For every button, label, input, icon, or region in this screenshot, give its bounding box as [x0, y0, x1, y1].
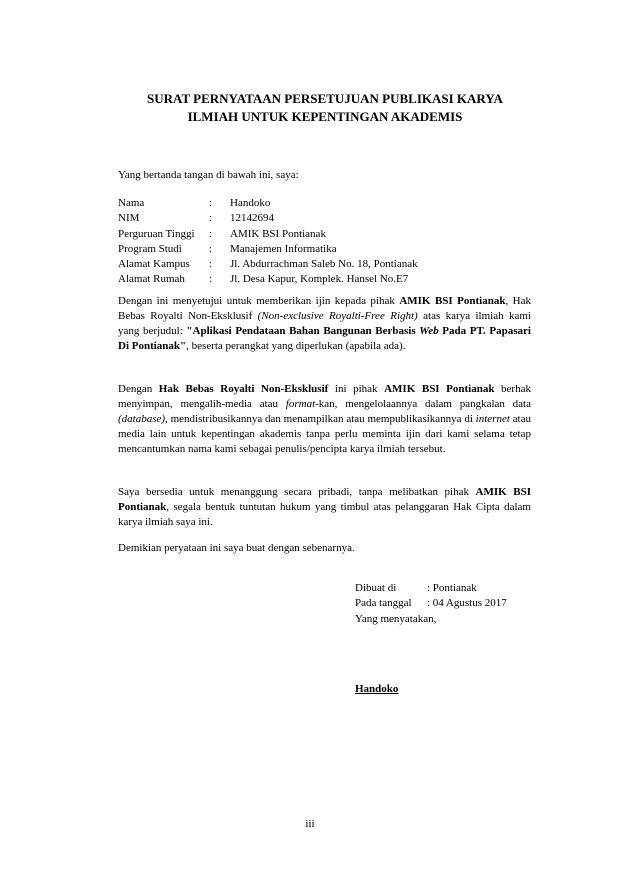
identity-row	[118, 272, 418, 287]
identity-separator: :	[209, 242, 213, 255]
identity-label: Perguruan Tinggi	[118, 227, 195, 240]
signatory-statement: Yang menyatakan,	[355, 612, 437, 625]
identity-label: Nama	[118, 197, 145, 209]
institution-name: AMIK BSI Pontianak	[118, 486, 531, 513]
identity-row	[118, 196, 418, 211]
identity-value: AMIK BSI Pontianak	[230, 227, 326, 240]
identity-value: Handoko	[230, 197, 271, 209]
institution-name: AMIK BSI Pontianak	[384, 383, 495, 395]
closing-paragraph: Demikian peryataan ini saya buat dengan sebenarnya.	[118, 542, 355, 554]
identity-label: Program Studi	[118, 242, 182, 255]
license-term: (Non-exclusive Royalti-Free Right)	[257, 310, 418, 322]
identity-separator: :	[209, 258, 213, 271]
identity-value: Jl. Desa Kapur, Komplek. Hansel No.E7	[230, 273, 409, 286]
identity-label: Alamat Kampus	[118, 258, 190, 271]
place-label: Dibuat di	[355, 582, 397, 594]
page-number: iii	[305, 818, 315, 830]
identity-label: Alamat Rumah	[118, 273, 185, 286]
identity-row	[118, 257, 418, 272]
identity-value: 12142694	[230, 212, 274, 225]
identity-row	[118, 211, 418, 226]
consent-paragraph: Dengan ini menyetujui untuk memberikan ijin kepada pihak AMIK BSI Pontianak, Hak Bebas Royalti Non-Eksklusif (Non-exclusive Royalti-Free Right) atas karya ilmiah kami yang berjudul: "Aplikasi Pendataan Bahan Bangunan Berbasis Web Pada PT. Papasari Di Pontianak", beserta perangkat yang diperlukan (apabila ada).	[118, 295, 531, 352]
identity-separator: :	[209, 273, 213, 286]
identity-row	[118, 242, 418, 257]
identity-separator: :	[209, 212, 213, 225]
signer-name: Handoko	[355, 683, 399, 695]
identity-value: Manajemen Informatika	[230, 242, 337, 255]
identity-row	[118, 227, 418, 242]
identity-label: NIM	[118, 212, 140, 225]
liability-paragraph: Saya bersedia untuk menanggung secara pribadi, tanpa melibatkan pihak AMIK BSI Pontianak, segala bentuk tuntutan hukum yang timbul atas pelanggaran Hak Cipta dalam karya ilmiah saya ini.	[118, 486, 531, 528]
work-title-web: Web	[419, 325, 439, 337]
work-title-part: "Aplikasi Pendataan Bahan Bangunan Berbasis	[186, 325, 420, 337]
signature-meta	[355, 581, 507, 627]
place-value: : Pontianak	[427, 582, 477, 594]
title-line-1: SURAT PERNYATAAN PERSETUJUAN PUBLIKASI KARYA	[147, 91, 503, 106]
title-line-2: ILMIAH UNTUK KEPENTINGAN AKADEMIS	[187, 109, 463, 124]
date-label: Pada tanggal	[355, 597, 412, 610]
date-value: : 04 Agustus 2017	[427, 597, 507, 610]
intro-text: Yang bertanda tangan di bawah ini, saya:	[118, 169, 299, 181]
license-name: Hak Bebas Royalti Non-Eksklusif	[158, 383, 329, 395]
identity-value: Jl. Abdurrachman Saleb No. 18, Pontianak	[230, 258, 418, 271]
document-title	[100, 90, 550, 126]
signature-block	[355, 581, 507, 627]
identity-separator: :	[209, 227, 213, 240]
institution-name: AMIK BSI Pontianak	[399, 295, 506, 307]
rights-paragraph: Dengan Hak Bebas Royalti Non-Eksklusif ini pihak AMIK BSI Pontianak berhak menyimpan, mengalih-media atau format-kan, mengelolaannya dalam pangkalan data (database), mendistribusikannya dan menampilkan atau mempublikasikannya di internet atau media lain untuk kepentingan akademis tanpa perlu meminta ijin dari kami selama tetap mencantumkan nama kami sebagai penulis/pencipta karya ilmiah tersebut.	[118, 383, 531, 455]
identity-separator: :	[209, 197, 213, 209]
work-title-part: Pada PT. Papasari Di Pontianak"	[118, 325, 531, 352]
identity-table	[118, 196, 418, 288]
